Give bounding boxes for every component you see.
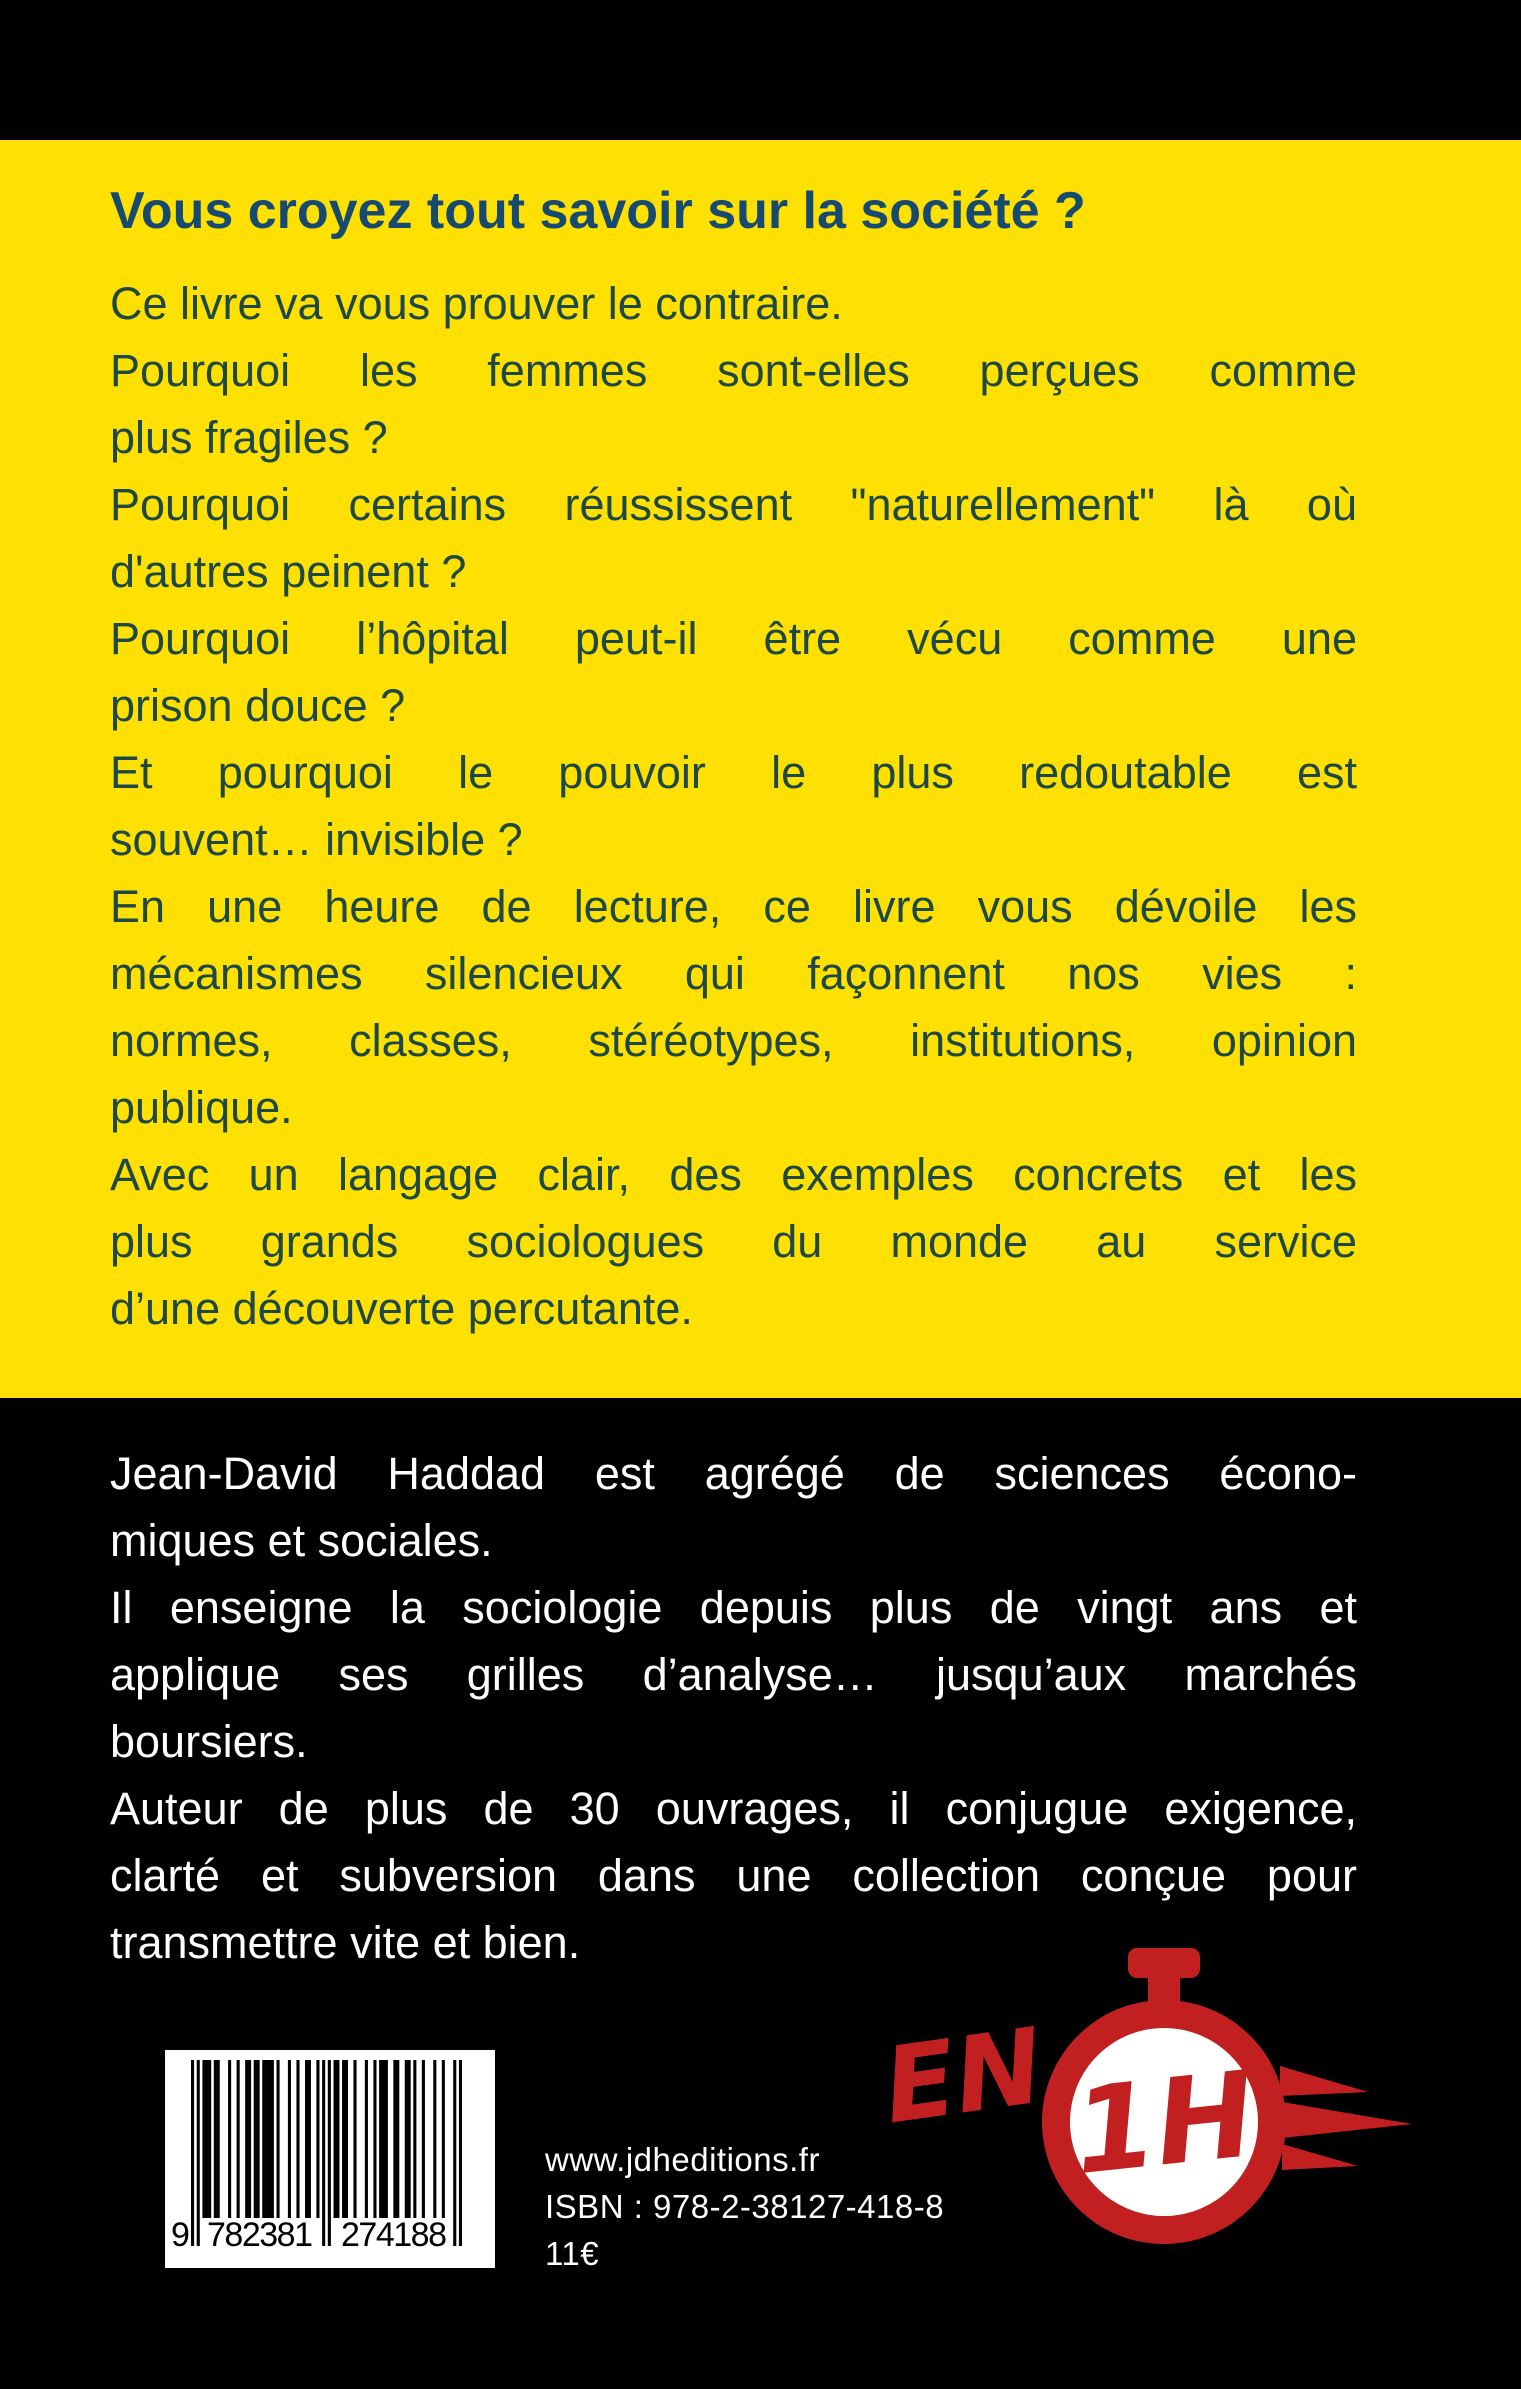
text-line: publique. xyxy=(110,1082,293,1133)
text-line: En une heure de lecture, ce livre vous dévoile les xyxy=(110,881,1357,932)
text-line: Ce livre va vous prouver le contraire. xyxy=(110,278,843,329)
publisher-website: www.jdheditions.fr xyxy=(545,2141,820,2178)
text-line: mécanismes silencieux qui façonnent nos vies : xyxy=(110,948,1357,999)
author-bio-section xyxy=(0,1398,1521,1976)
text-line: boursiers. xyxy=(110,1716,308,1767)
speed-lines-icon xyxy=(1280,2066,1412,2170)
text-line: Avec un langage clair, des exemples concrets et les xyxy=(110,1149,1357,1200)
text-line: normes, classes, stéréotypes, institutions, opinion xyxy=(110,1015,1357,1066)
top-black-bar xyxy=(0,0,1521,140)
text-line: d’une découverte percutante. xyxy=(110,1283,693,1334)
barcode-svg xyxy=(165,2050,495,2268)
text-line: souvent… invisible ? xyxy=(110,814,523,865)
text-line: Jean-David Haddad est agrégé de sciences écono- xyxy=(110,1448,1357,1499)
text-line: Il enseigne la sociologie depuis plus de vingt ans et xyxy=(110,1582,1357,1633)
logo-1h-text: 1H xyxy=(1066,2044,1262,2202)
bio-paragraph xyxy=(110,1574,1357,1775)
text-line: transmettre vite et bien. xyxy=(110,1917,581,1968)
text-line: plus fragiles ? xyxy=(110,412,388,463)
blurb-paragraph xyxy=(110,1141,1357,1342)
en-1h-logo xyxy=(850,1940,1450,2320)
barcode-left-digits: 782381 xyxy=(207,2216,313,2254)
bio-paragraph xyxy=(110,1440,1357,1574)
text-line: Pourquoi les femmes sont-elles perçues comme xyxy=(110,345,1357,396)
text-line: Auteur de plus de 30 ouvrages, il conjugue exigence, xyxy=(110,1783,1357,1834)
blurb-paragraph xyxy=(110,873,1357,1141)
price: 11€ xyxy=(545,2235,600,2272)
text-line: d'autres peinent ? xyxy=(110,546,467,597)
text-line: plus grands sociologues du monde au service xyxy=(110,1216,1357,1267)
barcode xyxy=(165,2050,495,2268)
barcode-lead-digit: 9 xyxy=(171,2216,190,2254)
barcode-right-digits: 274188 xyxy=(341,2216,447,2254)
text-line: applique ses grilles d’analyse… jusqu’aux marchés xyxy=(110,1649,1357,1700)
text-line: Et pourquoi le pouvoir le plus redoutable est xyxy=(110,747,1357,798)
blurb-section xyxy=(0,140,1521,1398)
blurb-body xyxy=(110,270,1357,1342)
blurb-paragraph xyxy=(110,739,1357,873)
text-line: Pourquoi certains réussissent "naturellement" là où xyxy=(110,479,1357,530)
blurb-paragraph xyxy=(110,605,1357,739)
blurb-paragraph xyxy=(110,471,1357,605)
blurb-title: Vous croyez tout savoir sur la société ? xyxy=(110,182,1086,240)
isbn-number: ISBN : 978-2-38127-418-8 xyxy=(545,2188,945,2225)
blurb-paragraph xyxy=(110,337,1357,471)
logo-en-text: EN xyxy=(876,2004,1050,2148)
text-line: miques et sociales. xyxy=(110,1515,493,1566)
text-line: clarté et subversion dans une collection conçue pour xyxy=(110,1850,1357,1901)
text-line: Pourquoi l’hôpital peut-il être vécu comme une xyxy=(110,613,1357,664)
blurb-paragraph xyxy=(110,270,1357,337)
text-line: prison douce ? xyxy=(110,680,406,731)
